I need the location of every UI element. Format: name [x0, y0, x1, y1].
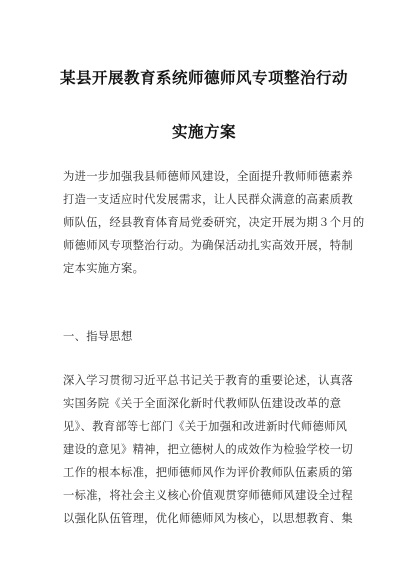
guide-line: 建设的意见》精神，把立德树人的成效作为检验学校一切	[63, 443, 353, 456]
guide-line: 见》、教育部等七部门《关于加强和改进新时代师德师风	[63, 420, 348, 433]
guide-line: 深入学习贯彻习近平总书记关于教育的重要论述，认真落	[63, 374, 353, 387]
intro-paragraph	[63, 165, 365, 280]
guiding-ideology-paragraph	[63, 369, 351, 530]
section-heading-guiding-ideology: 一、指导思想	[63, 330, 133, 343]
guide-line: 一标准，将社会主义核心价值观贯穿师德师风建设全过程	[63, 489, 353, 502]
guide-line: 工作的根本标准，把师德师风作为评价教师队伍素质的第	[63, 466, 353, 479]
document-subtitle: 实施方案	[171, 123, 236, 141]
guide-line: 实国务院《关于全面深化新时代教师队伍建设改革的意	[63, 397, 342, 410]
intro-line: 为进一步加强我县师德师风建设，全面提升教师师德素养	[63, 170, 353, 183]
guide-line: 以强化队伍管理，优化师德师风为核心，以思想教育、集	[63, 512, 353, 525]
intro-line: 定本实施方案。	[63, 262, 145, 275]
intro-line: 师德师风专项整治行动。为确保活动扎实高效开展，特制	[63, 239, 353, 252]
document-title: 某县开展教育系统师德师风专项整治行动	[59, 69, 348, 87]
intro-line: 打造一支适应时代发展需求，让人民群众满意的高素质教	[63, 193, 353, 206]
intro-line: 师队伍，经县教育体育局党委研究，决定开展为期３个月的	[63, 216, 365, 229]
